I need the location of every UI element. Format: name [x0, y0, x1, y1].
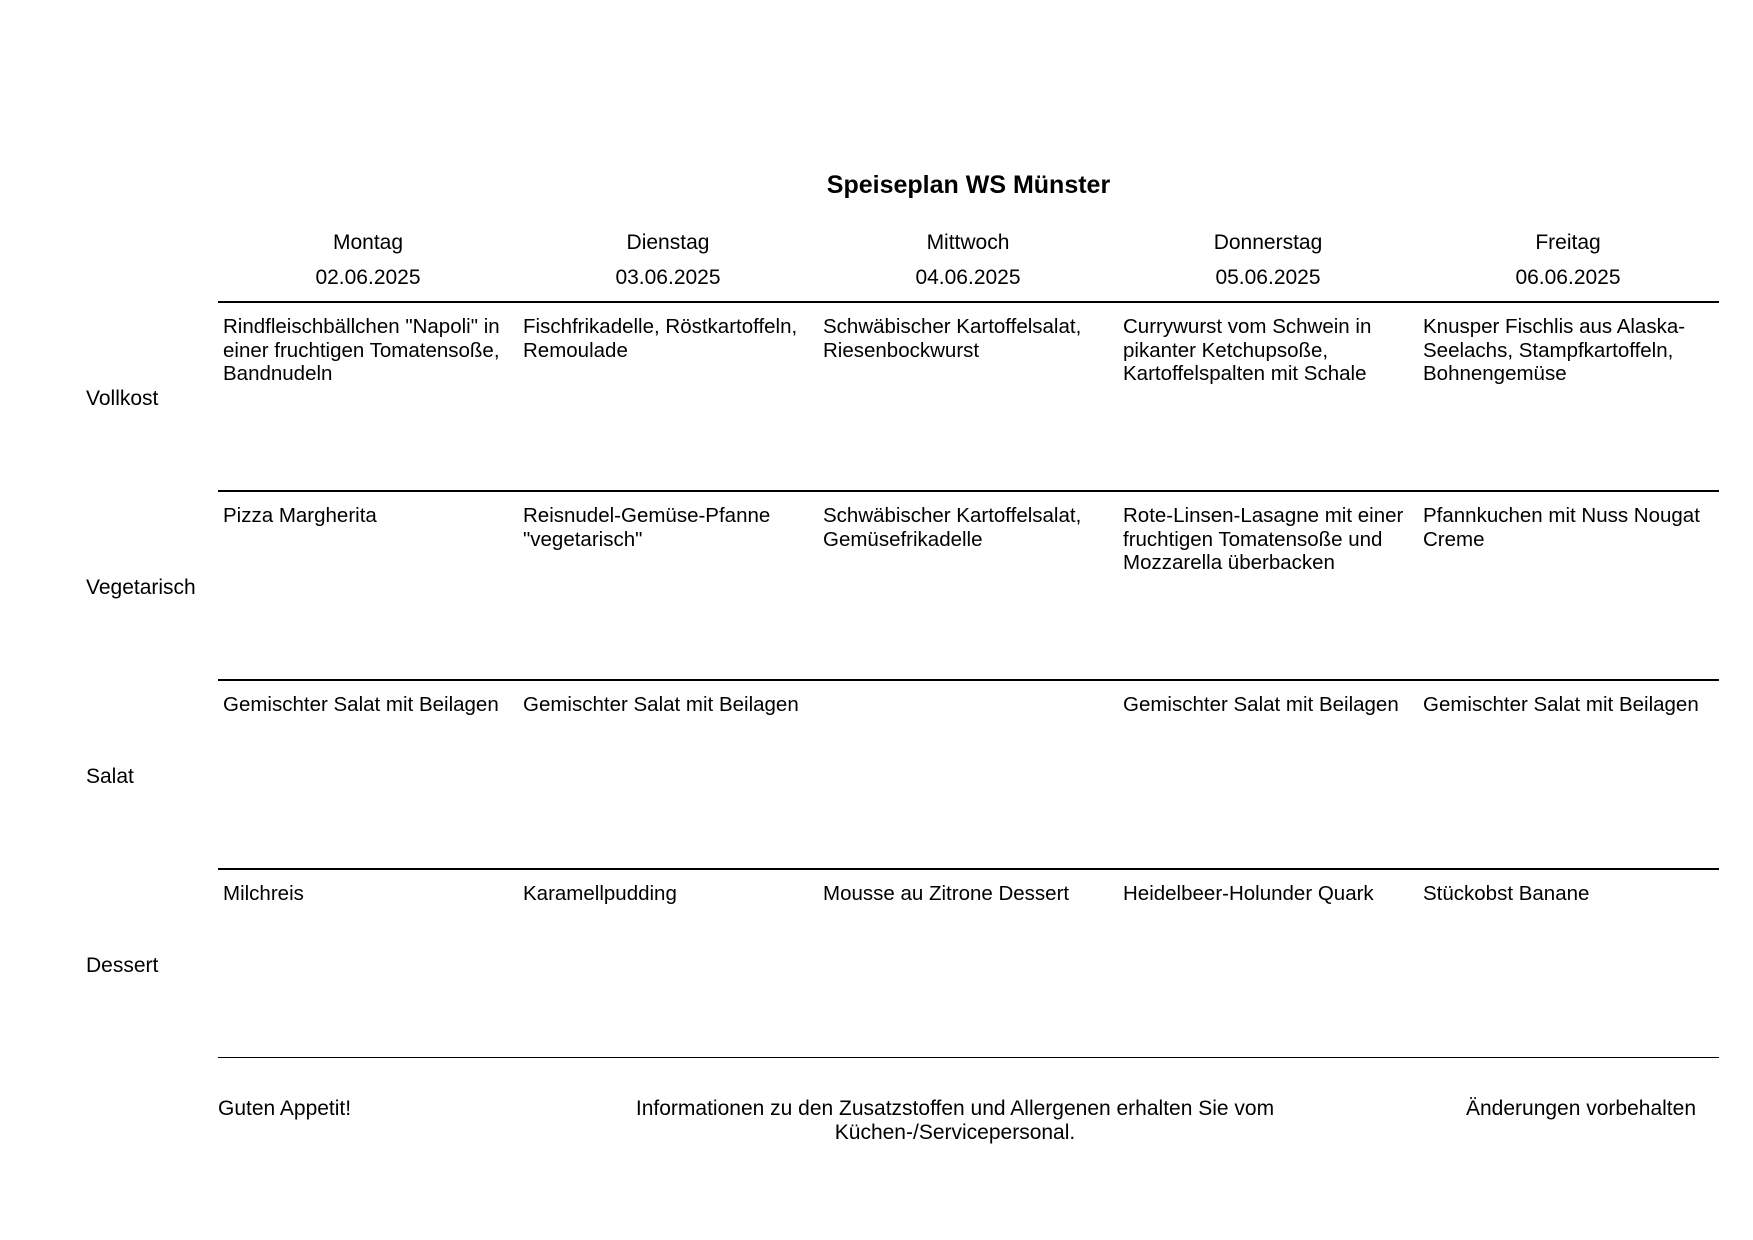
day-name-thursday: Donnerstag	[1213, 231, 1323, 254]
meal-cell: Gemischter Salat mit Beilagen	[523, 693, 799, 716]
footer-greeting: Guten Appetit!	[218, 1097, 352, 1120]
row-divider	[218, 301, 1719, 303]
meal-cell: Heidelbeer-Holunder Quark	[1123, 882, 1374, 905]
page-title: Speiseplan WS Münster	[826, 171, 1111, 199]
meal-cell: Gemischter Salat mit Beilagen	[1123, 693, 1399, 716]
meal-cell: Gemischter Salat mit Beilagen	[1423, 693, 1699, 716]
day-name-friday: Freitag	[1535, 231, 1601, 254]
row-divider	[218, 679, 1719, 681]
day-date-friday: 06.06.2025	[1515, 266, 1621, 289]
day-name-monday: Montag	[332, 231, 404, 254]
day-date-tuesday: 03.06.2025	[615, 266, 721, 289]
meal-cell: Rindfleischbällchen "Napoli" in einer fruchtigen Tomatensoße, Bandnudeln	[223, 315, 500, 385]
row-label-vegetarisch: Vegetarisch	[86, 576, 196, 599]
table-bottom-divider	[218, 1057, 1719, 1058]
row-label-dessert: Dessert	[86, 954, 159, 977]
day-date-thursday: 05.06.2025	[1215, 266, 1321, 289]
meal-cell: Gemischter Salat mit Beilagen	[223, 693, 499, 716]
meal-cell: Pizza Margherita	[223, 504, 377, 527]
meal-cell: Reisnudel-Gemüse-Pfanne "vegetarisch"	[523, 504, 771, 551]
day-name-tuesday: Dienstag	[626, 231, 710, 254]
meal-cell: Milchreis	[223, 882, 304, 905]
footer-allergen-info: Informationen zu den Zusatzstoffen und Allergenen erhalten Sie vom Küchen-/Servicepersonal.	[635, 1097, 1275, 1144]
meal-cell: Fischfrikadelle, Röstkartoffeln, Remoulade	[523, 315, 798, 362]
meal-cell: Stückobst Banane	[1423, 882, 1590, 905]
meal-cell: Rote-Linsen-Lasagne mit einer fruchtigen Tomatensoße und Mozzarella überbacken	[1123, 504, 1404, 574]
meal-cell: Schwäbischer Kartoffelsalat, Riesenbockwurst	[823, 315, 1082, 362]
row-divider	[218, 868, 1719, 870]
meal-cell: Schwäbischer Kartoffelsalat, Gemüsefrikadelle	[823, 504, 1082, 551]
meal-cell: Knusper Fischlis aus Alaska-Seelachs, Stampfkartoffeln, Bohnengemüse	[1423, 315, 1686, 385]
meal-cell: Currywurst vom Schwein in pikanter Ketchupsoße, Kartoffelspalten mit Schale	[1123, 315, 1372, 385]
day-date-monday: 02.06.2025	[315, 266, 421, 289]
row-label-salat: Salat	[86, 765, 134, 788]
row-divider	[218, 490, 1719, 492]
footer-disclaimer: Änderungen vorbehalten	[1465, 1097, 1696, 1120]
day-name-wednesday: Mittwoch	[926, 231, 1010, 254]
meal-cell: Mousse au Zitrone Dessert	[823, 882, 1070, 905]
meal-cell: Pfannkuchen mit Nuss Nougat Creme	[1423, 504, 1700, 551]
meal-cell: Karamellpudding	[523, 882, 677, 905]
day-date-wednesday: 04.06.2025	[915, 266, 1021, 289]
row-label-vollkost: Vollkost	[86, 387, 159, 410]
